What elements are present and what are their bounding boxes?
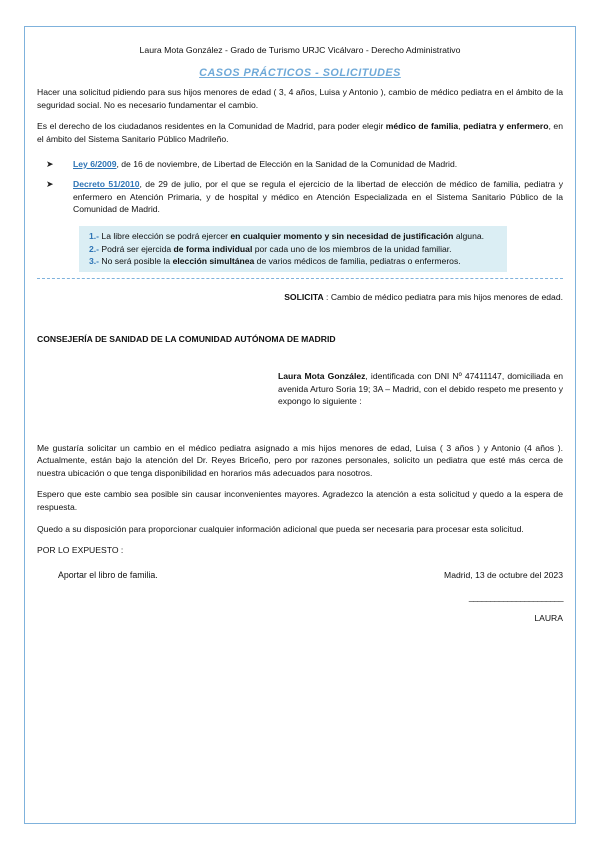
- info-text: La libre elección se podrá ejercer: [99, 230, 231, 241]
- info-number: 2.-: [89, 243, 100, 254]
- rights-text-1: Es el derecho de los ciudadanos residentes en la Comunidad de Madrid, para poder elegir: [37, 121, 386, 132]
- law-link-decreto[interactable]: Decreto 51/2010: [73, 179, 140, 190]
- info-text: alguna.: [453, 230, 485, 241]
- law-list: [37, 158, 563, 216]
- identity-text: , identificada con DNI Nº 47411147, domiciliada en avenida Arturo Soria 19; 3A – Madrid, con el debido respeto me presento y expongo lo siguiente :: [278, 370, 563, 407]
- document-title: CASOS PRÁCTICOS - SOLICITUDES: [199, 66, 401, 79]
- arrow-bullet-icon: ➤: [46, 158, 54, 169]
- signature-name: LAURA: [534, 613, 563, 624]
- info-item-2: [89, 243, 499, 256]
- solicita-line: [37, 291, 563, 304]
- date-line: Madrid, 13 de octubre del 2023: [444, 569, 563, 580]
- law-link-ley[interactable]: Ley 6/2009: [73, 158, 117, 169]
- section-divider: [37, 278, 563, 279]
- solicita-text: : Cambio de médico pediatra para mis hijos menores de edad.: [323, 291, 563, 302]
- rights-paragraph: [37, 120, 563, 145]
- body-paragraph: Espero que este cambio sea posible sin causar inconvenientes mayores. Agradezco la atención a esta solicitud y quedo a la espera de respuesta.: [37, 489, 563, 513]
- body-paragraph: Me gustaría solicitar un cambio en el médico pediatra asignado a mis hijos menores de edad, Luisa ( 3 años ) y Antonio (4 años ). Actualmente, están bajo la atención del Dr. Reyes Briceño, pero por razones personales, solicito un pediatra que esté más cerca de nuestra ubicación o que tenga disponibilidad en horarios más adecuados para nosotros.: [37, 442, 563, 478]
- applicant-name: Laura Mota González: [278, 370, 366, 381]
- rights-bold-2: pediatra y enfermero: [463, 121, 549, 132]
- info-text: por cada uno de los miembros de la unidad familiar.: [252, 243, 452, 254]
- law-item: [37, 158, 563, 171]
- identity-block: [278, 370, 563, 408]
- solicita-label: SOLICITA: [284, 291, 324, 302]
- rights-text-3: , en el ámbito del Sistema Sanitario Público Madrileño.: [37, 121, 563, 144]
- rights-text-2: ,: [458, 121, 464, 132]
- attachment-note: Aportar el libro de familia.: [58, 569, 158, 580]
- arrow-bullet-icon: ➤: [46, 179, 54, 190]
- info-item-3: [89, 255, 499, 268]
- intro-paragraph: Hacer una solicitud pidiendo para sus hijos menores de edad ( 3, 4 años, Luisa y Antonio ), cambio de médico pediatra en el ámbito de la seguridad social. No es necesario fundamentar el cambio.: [37, 87, 563, 110]
- info-bold: elección simultánea: [172, 256, 255, 267]
- addressee: CONSEJERÍA DE SANIDAD DE LA COMUNIDAD AUTÓNOMA DE MADRID: [37, 334, 336, 345]
- info-item-1: [89, 230, 499, 243]
- info-bold: de forma individual: [173, 243, 253, 254]
- law-item: [37, 178, 563, 216]
- law-text: , de 16 de noviembre, de Libertad de Elección en la Sanidad de la Comunidad de Madrid.: [116, 158, 458, 169]
- info-number: 1.-: [89, 230, 100, 241]
- rights-bold-1: médico de familia: [385, 121, 459, 132]
- info-bold: en cualquier momento y sin necesidad de justificación: [230, 230, 454, 241]
- info-text: No será posible la: [99, 256, 173, 267]
- document-body: [37, 40, 563, 625]
- info-text: de varios médicos de familia, pediatras o enfermeros.: [254, 256, 461, 267]
- footer-row: [37, 569, 563, 585]
- signature-line: ______________________: [468, 591, 563, 602]
- law-text: , de 29 de julio, por el que se regula el ejercicio de la libertad de elección de médico de familia, pediatra y enfermero en Atención Primaria, y de hospital y médico en Atención Especializada en el Sistema Sanitario Público de la Comunidad de Madrid.: [73, 179, 563, 215]
- body-paragraph: Quedo a su disposición para proporcionar cualquier información adicional que pueda ser necesaria para procesar esta solicitud.: [37, 523, 524, 534]
- por-lo-expuesto: POR LO EXPUESTO :: [37, 545, 124, 556]
- info-box: [79, 226, 507, 272]
- document-header: Laura Mota González - Grado de Turismo URJC Vicálvaro - Derecho Administrativo: [139, 45, 461, 55]
- info-number: 3.-: [89, 256, 100, 267]
- info-text: Podrá ser ejercida: [99, 243, 174, 254]
